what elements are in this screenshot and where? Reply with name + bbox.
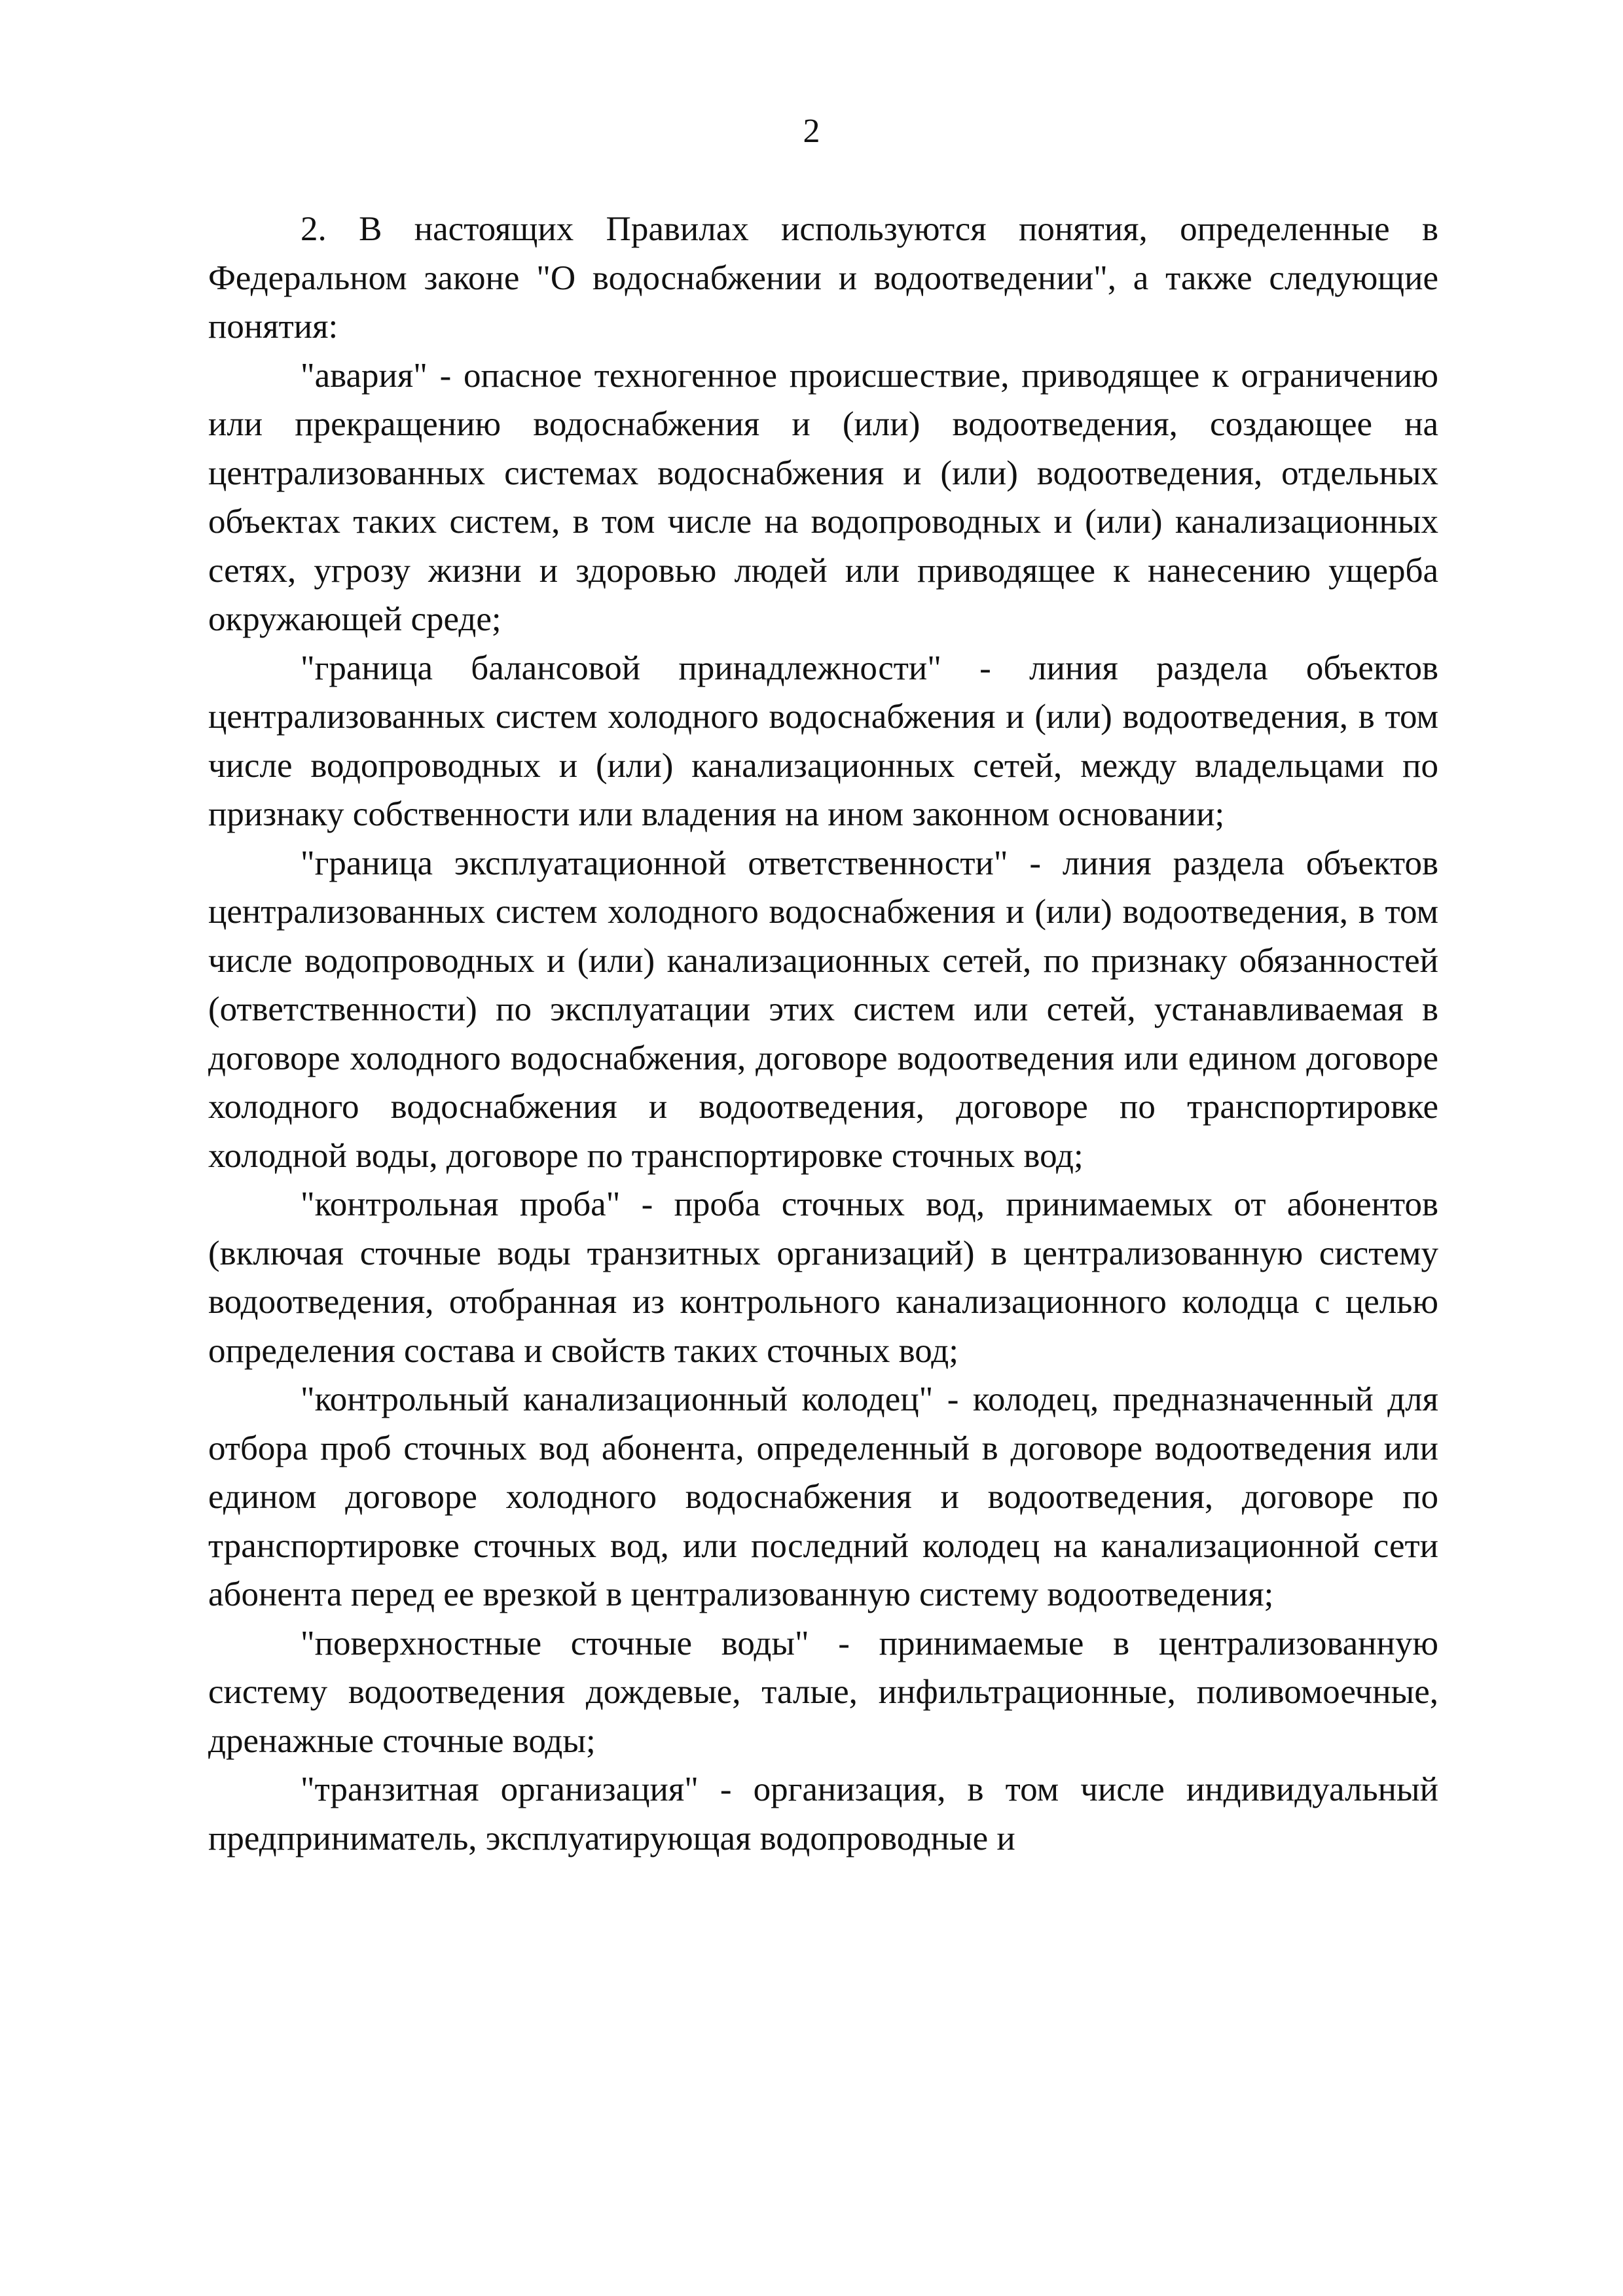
definition-transit-organization: "транзитная организация" - организация, в том числе индивидуальный предприниматель, эксплуатирующая водопроводные и [208, 1770, 1438, 1857]
definition-balance-boundary: "граница балансовой принадлежности" - линия раздела объектов централизованных систем холодного водоснабжения и (или) водоотведения, в том числе водопроводных и (или) канализационных сетей, между владельцами по признаку собственности или владения на ином законном основании; [208, 649, 1438, 833]
definition-surface-wastewater: "поверхностные сточные воды" - принимаемые в централизованную систему водоотведения дождевые, талые, инфильтрационные, поливомоечные, дренажные сточные воды; [208, 1624, 1438, 1760]
definition-avariya: "авария" - опасное техногенное происшествие, приводящее к ограничению или прекращению водоснабжения и (или) водоотведения, создающее на централизованных системах водоснабжения и (или) водоотведения, отдельных объектах таких систем, в том числе на водопроводных и (или) канализационных сетях, угрозу жизни и здоровью людей или приводящее к нанесению ущерба окружающей среде; [208, 356, 1438, 638]
definition-control-sample: "контрольная проба" - проба сточных вод, принимаемых от абонентов (включая сточные воды транзитных организаций) в централизованную систему водоотведения, отобранная из контрольного канализационного колодца с целью определения состава и свойств таких сточных вод; [208, 1185, 1438, 1370]
paragraph-intro: 2. В настоящих Правилах используются понятия, определенные в Федеральном законе "О водоснабжении и водоотведении", а также следующие понятия: [208, 210, 1438, 346]
page-number: 2 [803, 113, 820, 150]
definition-operational-boundary: "граница эксплуатационной ответственности" - линия раздела объектов централизованных систем холодного водоснабжения и (или) водоотведения, в том числе водопроводных и (или) канализационных сетей, по признаку обязанностей (ответственности) по эксплуатации этих систем или сетей, устанавливаемая в договоре холодного водоснабжения, договоре водоотведения или едином договоре холодного водоснабжения и водоотведения, договоре по транспортировке холодной воды, договоре по транспортировке сточных вод; [208, 844, 1438, 1175]
definition-control-well: "контрольный канализационный колодец" - колодец, предназначенный для отбора проб сточных вод абонента, определенный в договоре водоотведения или едином договоре холодного водоснабжения и водоотведения, договоре по транспортировке сточных вод, или последний колодец на канализационной сети абонента перед ее врезкой в централизованную систему водоотведения; [208, 1380, 1438, 1613]
document-body [208, 205, 1438, 1863]
